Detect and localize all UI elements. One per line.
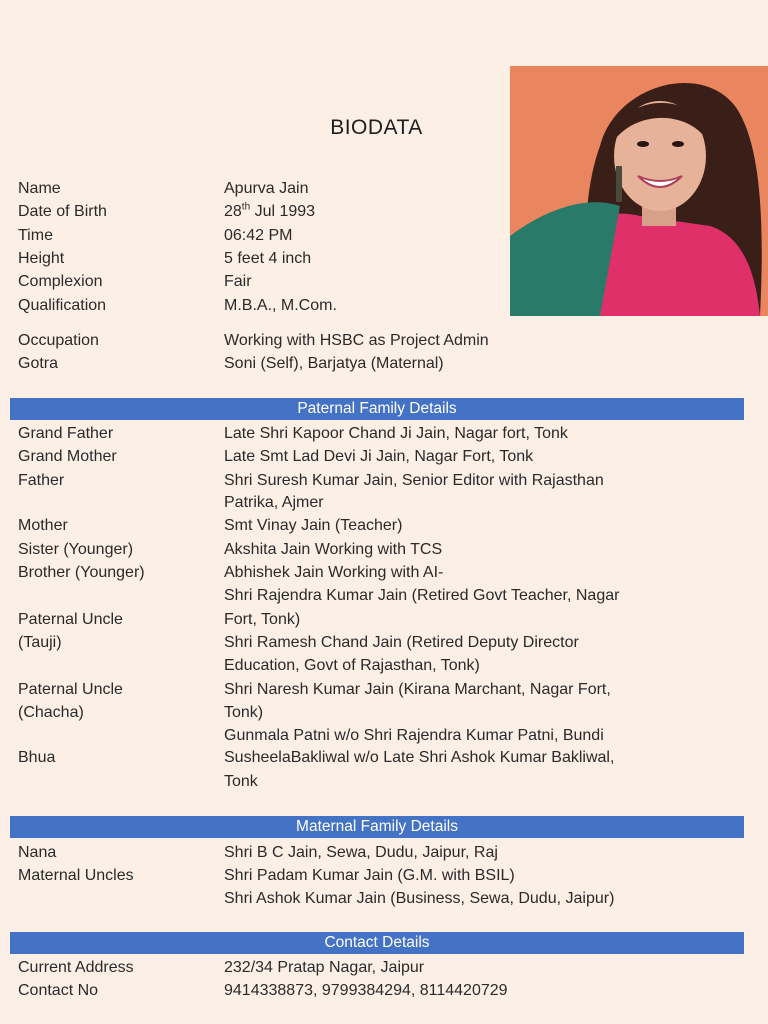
paternal-value: Tonk: [224, 773, 258, 790]
complexion-value: Fair: [224, 273, 252, 290]
qualification-value: M.B.A., M.Com.: [224, 297, 337, 314]
maternal-value: Shri Padam Kumar Jain (G.M. with BSIL): [224, 867, 515, 884]
paternal-value: Abhishek Jain Working with AI-: [224, 564, 444, 581]
paternal-value: Gunmala Patni w/o Shri Rajendra Kumar Patni, Bundi: [224, 727, 604, 744]
paternal-label: Father: [18, 472, 65, 489]
paternal-value: Late Smt Lad Devi Ji Jain, Nagar Fort, Tonk: [224, 448, 534, 465]
paternal-value: Tonk): [224, 704, 264, 721]
paternal-heading: Paternal Family Details: [10, 398, 744, 420]
paternal-value: Fort, Tonk): [224, 611, 301, 628]
paternal-label: Grand Mother: [18, 448, 117, 465]
paternal-label: Grand Father: [18, 425, 114, 442]
paternal-value: Shri Ramesh Chand Jain (Retired Deputy Director: [224, 634, 579, 651]
paternal-label: Paternal Uncle: [18, 611, 123, 628]
name-value: Apurva Jain: [224, 180, 309, 197]
paternal-value: Patrika, Ajmer: [224, 494, 324, 511]
paternal-value: Smt Vinay Jain (Teacher): [224, 517, 403, 534]
contact-heading: Contact Details: [10, 932, 744, 954]
occupation-value: Working with HSBC as Project Admin: [224, 332, 489, 349]
paternal-label: Sister (Younger): [18, 541, 134, 558]
paternal-value: Shri Naresh Kumar Jain (Kirana Marchant, Nagar Fort,: [224, 681, 611, 698]
paternal-label: (Chacha): [18, 704, 84, 721]
address-value: 232/34 Pratap Nagar, Jaipur: [224, 959, 425, 976]
maternal-heading: Maternal Family Details: [10, 816, 744, 838]
address-label: Current Address: [18, 959, 134, 976]
time-value: 06:42 PM: [224, 227, 293, 244]
maternal-label: Maternal Uncles: [18, 867, 134, 884]
paternal-value: Late Shri Kapoor Chand Ji Jain, Nagar fort, Tonk: [224, 425, 568, 442]
paternal-value: Shri Suresh Kumar Jain, Senior Editor with Rajasthan: [224, 472, 604, 489]
dob-value: [224, 200, 724, 223]
gotra-value: Soni (Self), Barjatya (Maternal): [224, 355, 444, 372]
maternal-label: Nana: [18, 844, 57, 861]
dob-rest: Jul 1993: [250, 203, 316, 220]
contact-no-label: Contact No: [18, 982, 99, 999]
time-label: Time: [18, 227, 53, 244]
occupation-label: Occupation: [18, 332, 99, 349]
maternal-value: Shri B C Jain, Sewa, Dudu, Jaipur, Raj: [224, 844, 498, 861]
paternal-label: (Tauji): [18, 634, 62, 651]
paternal-value: Akshita Jain Working with TCS: [224, 541, 443, 558]
paternal-value: Education, Govt of Rajasthan, Tonk): [224, 657, 480, 674]
height-label: Height: [18, 250, 65, 267]
paternal-label: Bhua: [18, 749, 56, 766]
qualification-label: Qualification: [18, 297, 107, 314]
maternal-value: Shri Ashok Kumar Jain (Business, Sewa, Dudu, Jaipur): [224, 890, 615, 907]
biodata-title: BIODATA: [330, 116, 423, 139]
paternal-label: Brother (Younger): [18, 564, 145, 581]
dob-label: Date of Birth: [18, 203, 107, 220]
gotra-label: Gotra: [18, 355, 59, 372]
complexion-label: Complexion: [18, 273, 103, 290]
paternal-label: Mother: [18, 517, 68, 534]
height-value: 5 feet 4 inch: [224, 250, 312, 267]
paternal-value: Shri Rajendra Kumar Jain (Retired Govt Teacher, Nagar: [224, 587, 620, 604]
dob-day: 28: [224, 203, 242, 220]
paternal-value: SusheelaBakliwal w/o Late Shri Ashok Kumar Bakliwal,: [224, 749, 615, 766]
dob-suffix: th: [241, 201, 251, 213]
paternal-label: Paternal Uncle: [18, 681, 123, 698]
contact-no-value: 9414338873, 9799384294, 8114420729: [224, 982, 508, 999]
name-label: Name: [18, 180, 61, 197]
